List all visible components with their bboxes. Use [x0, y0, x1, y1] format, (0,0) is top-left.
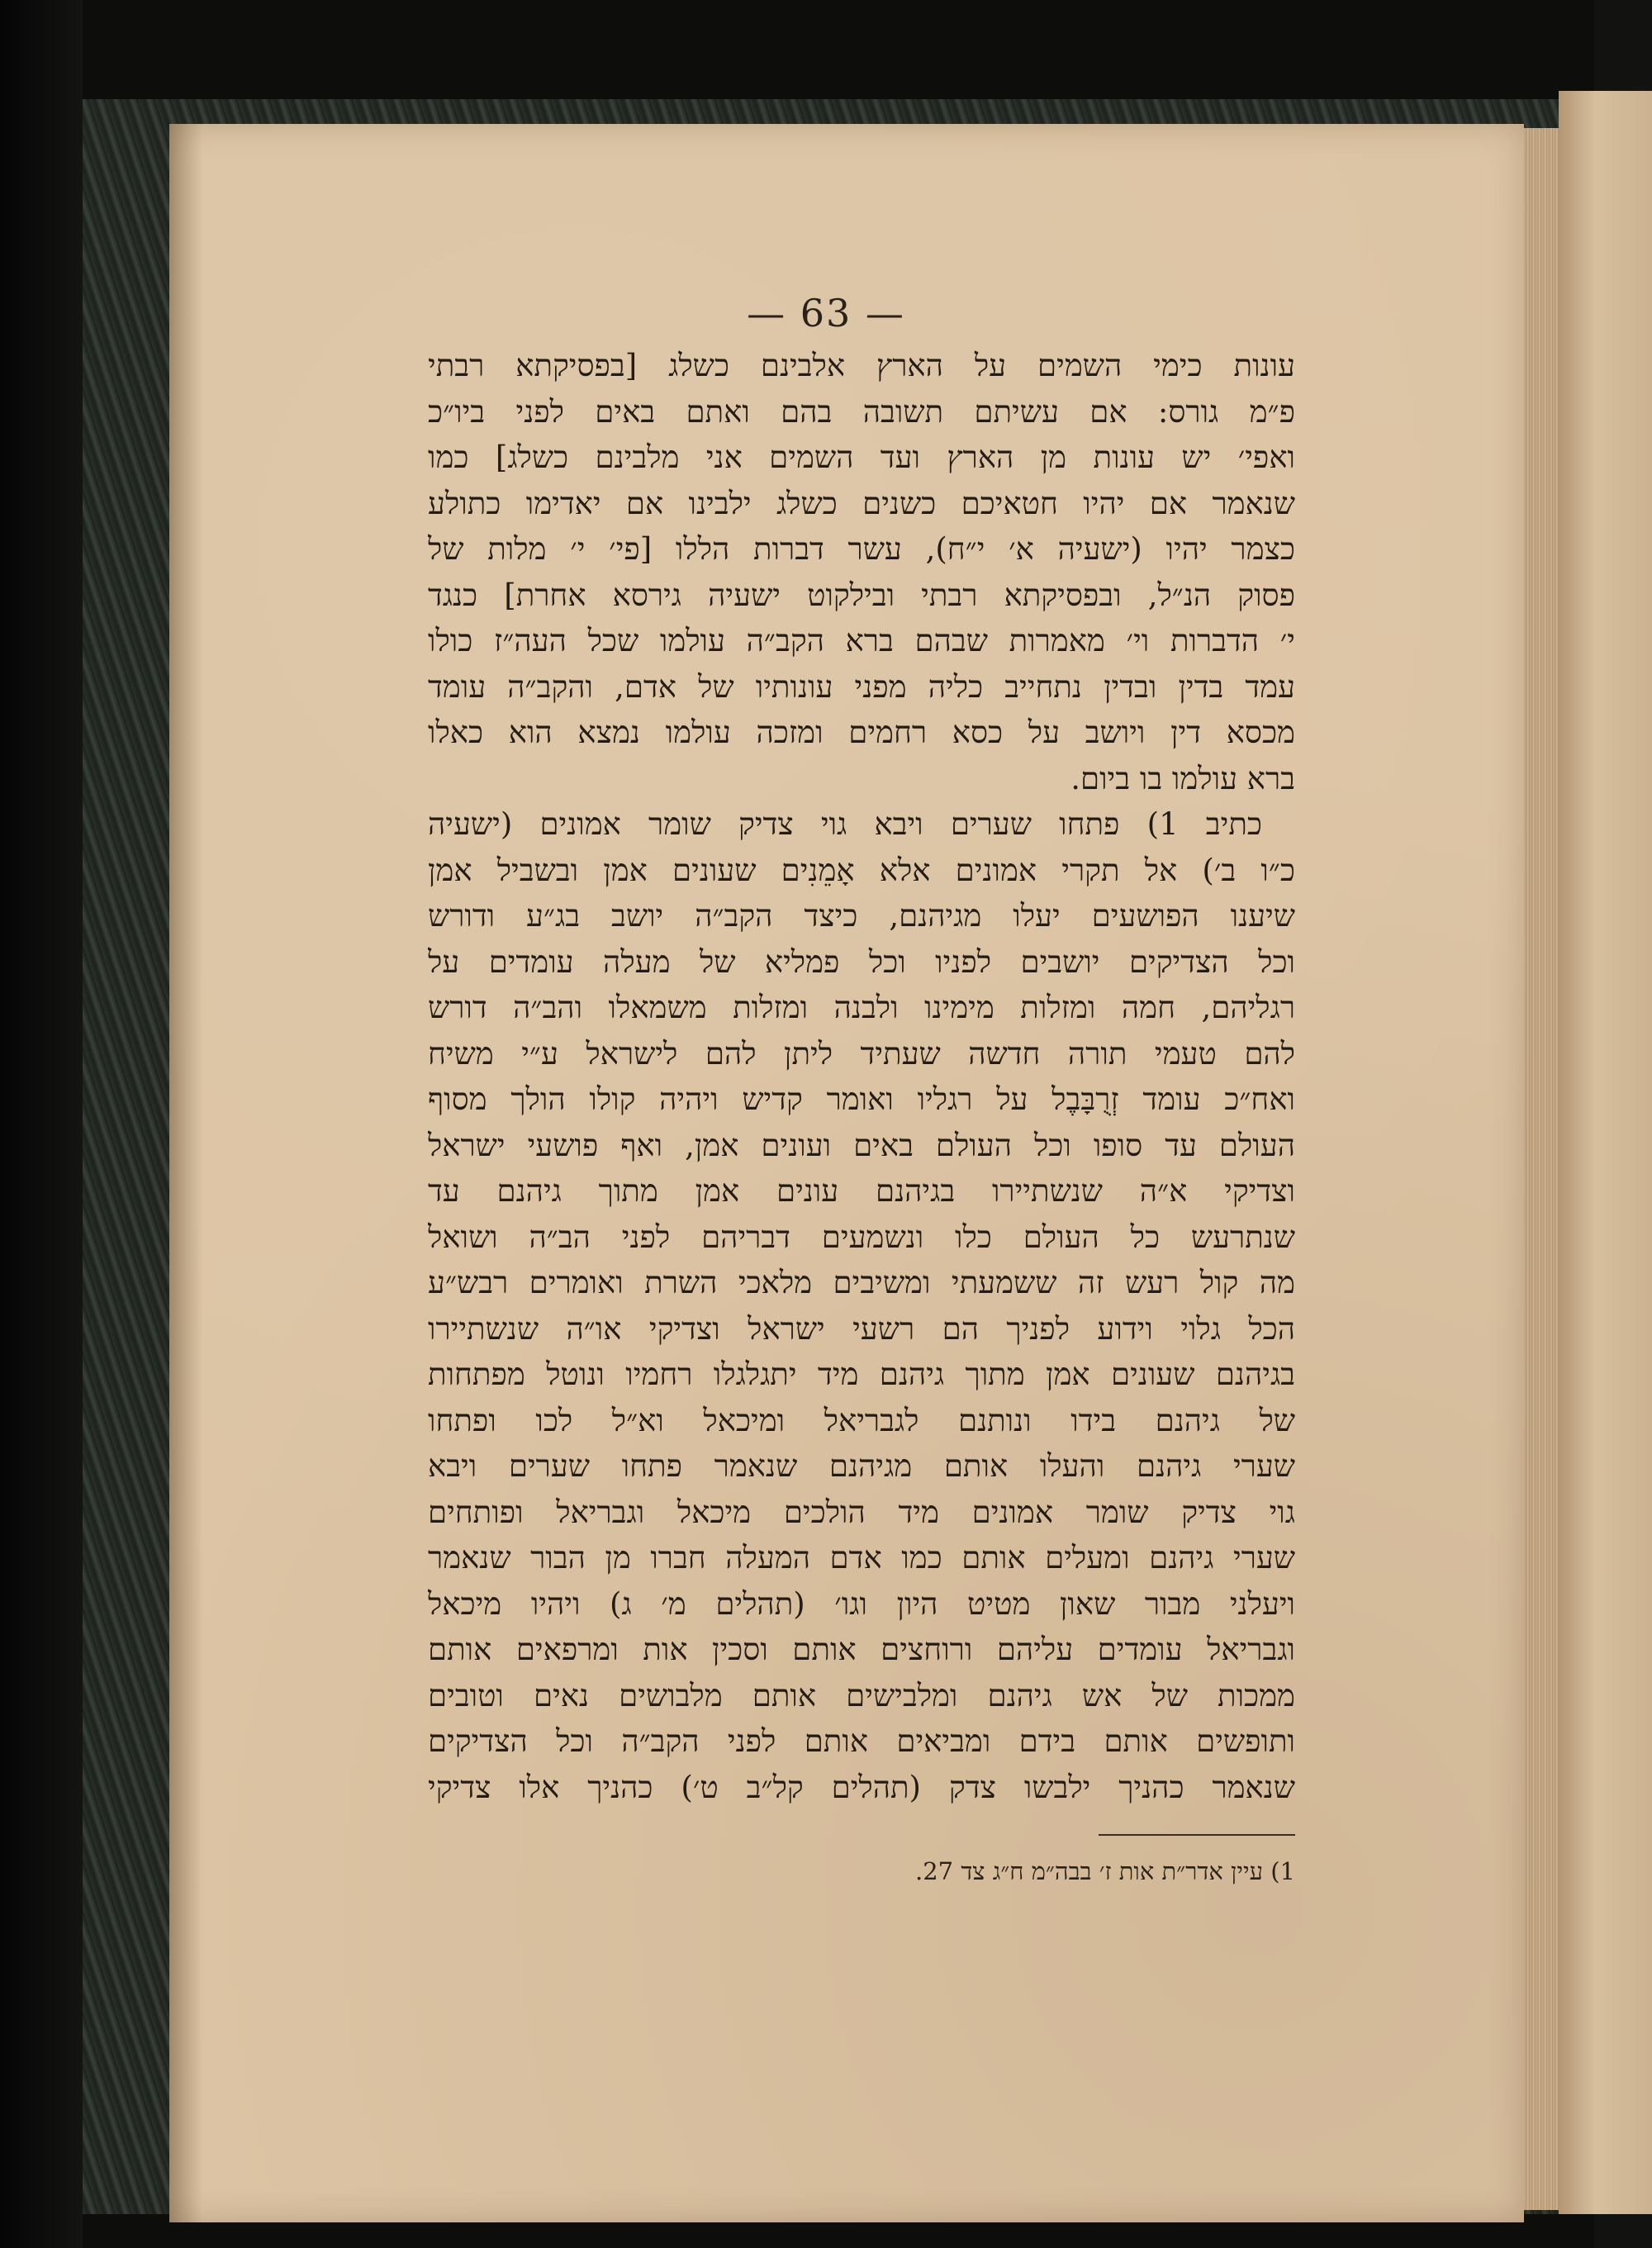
text-line: פסוק הנ״ל, ובפסיקתא רבתי ובילקוט ישעיה גירסא אחרת] כנגד	[428, 577, 1295, 613]
text-line: עמד בדין ובדין נתחייב כליה מפני עונותיו של אדם, והקב״ה עומד	[428, 668, 1295, 705]
text-line: ואח״כ עומד זְרֻבָּבֶל על רגליו ואומר קדיש ויהיה קולו הולך מסוף	[428, 1081, 1295, 1117]
body-text	[428, 343, 1295, 1810]
page-number: — 63 —	[747, 291, 905, 335]
scan-background-left	[0, 0, 83, 2248]
text-line: שערי גיהנם והעלו אותם מגיהנם שנאמר פתחו שערים ויבא	[428, 1448, 1295, 1484]
text-line: בגיהנם שעונים אמן מתוך גיהנם מיד יתגלגלו רחמיו ונוטל מפתחות	[428, 1357, 1295, 1392]
text-line: מה קול רעש זה ששמעתי ומשיבים מלאכי השרת ואומרים רבש״ע	[428, 1265, 1295, 1300]
text-line: ואפי׳ יש עונות מן הארץ ועד השמים אני מלבינם כשלג] כמו	[428, 440, 1295, 475]
text-line: ברא עולמו בו ביום.	[1070, 760, 1295, 796]
text-line: כתיב 1) פתחו שערים ויבא גוי צדיק שומר אמונים (ישעיה	[428, 806, 1262, 842]
text-line: העולם עד סופו וכל העולם באים ועונים אמן, ואף פושעי ישראל	[428, 1127, 1295, 1163]
gutter-shadow	[169, 124, 202, 2222]
facing-page-edge	[1559, 91, 1652, 2214]
text-line: ותופשים אותם בידם ומביאים אותם לפני הקב״ה וכל הצדיקים	[428, 1723, 1295, 1759]
text-line: וצדיקי א״ה שנשתיירו בגיהנם עונים אמן מתוך גיהנם עד	[428, 1173, 1295, 1209]
text-line: פ״מ גורס: אם עשיתם תשובה בהם ואתם באים לפני ביו״כ	[428, 393, 1295, 430]
text-line: הכל גלוי וידוע לפניך הם רשעי ישראל וצדיקי או״ה שנשתיירו	[428, 1310, 1295, 1347]
text-line: כצמר יהיו (ישעיה א׳ י״ח), עשר דברות הללו [פי׳ י׳ מלות של	[428, 531, 1295, 567]
page-stack-edge	[1524, 128, 1559, 2210]
text-line: ויעלני מבור שאון מטיט היון וגו׳ (תהלים מ׳ ג) ויהיו מיכאל	[428, 1585, 1295, 1622]
text-line: שנתרעש כל העולם כלו ונשמעים דבריהם לפני הב״ה ושואל	[428, 1219, 1295, 1255]
text-line: רגליהם, חמה ומזלות מימינו ולבנה ומזלות משמאלו והב״ה דורש	[428, 990, 1295, 1025]
text-line: גוי צדיק שומר אמונים מיד הולכים מיכאל וגבריאל ופותחים	[428, 1494, 1295, 1530]
text-line: שערי גיהנם ומעלים אותם כמו אדם המעלה חברו מן הבור שנאמר	[428, 1540, 1295, 1576]
text-line: מכסא דין ויושב על כסא רחמים ומזכה עולמו נמצא הוא כאלו	[428, 715, 1295, 750]
text-line: להם טעמי תורה חדשה שעתיד ליתן להם לישראל ע״י משיח	[428, 1035, 1295, 1072]
text-line: שנאמר כהניך ילבשו צדק (תהלים קל״ב ט׳) כהניך אלו צדיקי	[428, 1769, 1295, 1805]
text-line: של גיהנם בידו ונותנם לגבריאל ומיכאל וא״ל לכו ופתחו	[428, 1402, 1295, 1438]
text-line: וגבריאל עומדים עליהם ורוחצים אותם וסכין אות ומרפאים אותם	[428, 1632, 1295, 1667]
text-line: שנאמר אם יהיו חטאיכם כשנים כשלג ילבינו אם יאדימו כתולע	[428, 485, 1295, 521]
text-line: ממכות של אש גיהנם ומלבישים אותם מלבושים נאים וטובים	[428, 1677, 1295, 1713]
footnote-rule	[1099, 1834, 1295, 1836]
text-line: כ״ו ב׳) אל תקרי אמונים אלא אָמֵנִים שעונים אמן ובשביל אמן	[428, 852, 1295, 888]
footnote: 1) עיין אדר״ת אות ז׳ בבה״מ ח״ג צד 27.	[915, 1857, 1295, 1885]
text-line: עונות כימי השמים על הארץ אלבינם כשלג [בפסיקתא רבתי	[428, 348, 1295, 383]
text-line: שיענו הפושעים יעלו מגיהנם, כיצד הקב״ה יושב בג״ע ודורש	[428, 898, 1295, 934]
text-line: וכל הצדיקים יושבים לפניו וכל פמליא של מעלה עומדים על	[428, 943, 1295, 980]
text-line: י׳ הדברות וי׳ מאמרות שבהם ברא הקב״ה עולמו שכל העה״ז כולו	[428, 623, 1295, 658]
